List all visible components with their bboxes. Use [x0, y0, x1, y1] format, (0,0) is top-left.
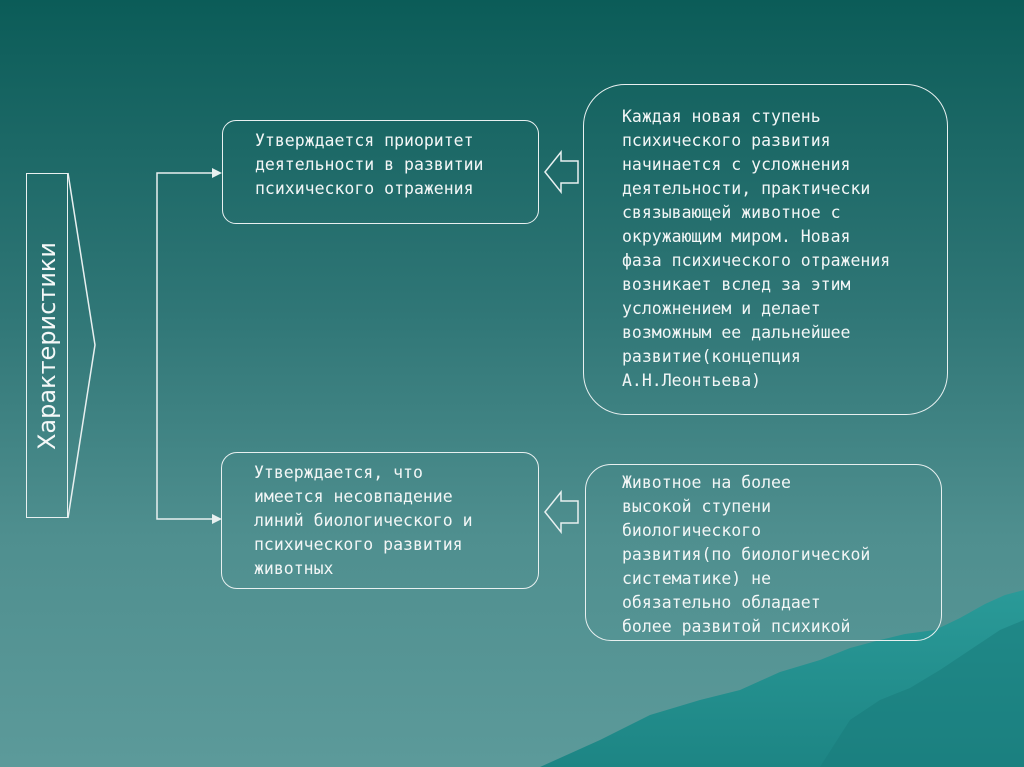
mismatch-lines-box: Утверждается, что имеется несовпадение линий биологического и психического развития животных [221, 452, 539, 589]
leontiev-concept-box: Каждая новая ступень психического развития начинается с усложнения деятельности, практически связывающей животное с окружающим миром. Новая фаза психического отражения возникает вслед за этим усложнением и делает возможным ее дальнейшее развитие(концепция А.Н.Леонтьева) [583, 84, 948, 415]
priority-activity-box: Утверждается приоритет деятельности в развитии психического отражения [222, 120, 539, 224]
biological-level-box: Животное на более высокой ступени биологического развития(по биологической систематике) не обязательно обладает более развитой психикой [585, 464, 942, 641]
characteristics-label: Характеристики [33, 241, 61, 451]
